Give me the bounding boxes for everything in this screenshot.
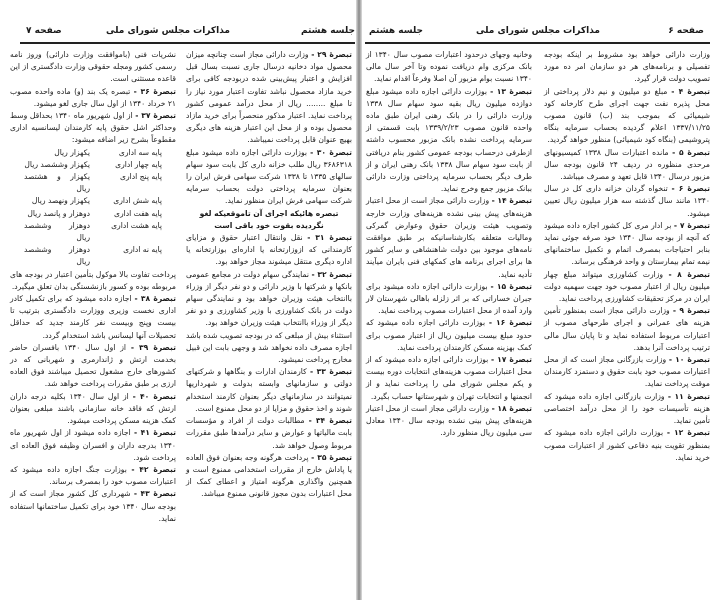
- clause-text: بوزارت دارائی اجازه داده میشود مبلغ ۳۶۸۶۳۱۸ ریال طلب خزانه داری کل بابت سود سهام سالهای ۱۳۳۵ تا ۱۳۳۸ شرکت سهامی فرش ایران را بعنوان سرمایه پرداختی دولت بحساب سرمایه شرکت سهامی فرش ایران منظور نماید.: [186, 147, 352, 206]
- clause-number: تبصرهٔ ۳۳ -: [309, 367, 352, 377]
- clause-text: نشریات فنی (باموافقت وزارت دارائی) وروز نامه رسمی کشور ومجله حقوقی وزارت دادگستری از این قاعده مستثنی است.: [10, 50, 176, 84]
- table-cell: یکهزار وششصد ریال: [24, 159, 90, 169]
- clause-number: تبصرهٔ ۴۲ -: [131, 464, 176, 474]
- column-right: [186, 49, 352, 501]
- column-right: [544, 49, 710, 464]
- clause-number: تبصرهٔ ۴۱ -: [133, 428, 176, 438]
- clause-paragraph: [186, 49, 352, 147]
- clause-text: وخانیه وجهای درحدود اعتبارات مصوب سال ۱۳۴۰ از بانک مرکزی وام دریافت نموده وتا آخر سال مالی ۱۳۴۰ نسبت بوام مزبور آن اصلا وفرعاً اقدام نماید.: [366, 50, 532, 84]
- clause-text: پرداخت تفاوت بالا موکول بتأمین اعتبار در بودجه های مربوطه بوده و کسور بازنشستگی بدان تعلق میگیرد.: [10, 269, 176, 291]
- table-cell: پایه نه اداری: [123, 245, 162, 255]
- table-cell: پایه سه اداری: [118, 147, 162, 157]
- clause-paragraph: [10, 293, 176, 342]
- clause-paragraph: [10, 110, 176, 147]
- clause-paragraph: [366, 354, 532, 403]
- clause-number: تبصرهٔ ۳۹ -: [130, 342, 176, 352]
- right-page: [360, 0, 720, 600]
- table-cell: پایه چهار اداری: [115, 159, 162, 169]
- clause-paragraph: [366, 403, 532, 440]
- clause-paragraph: [186, 452, 352, 501]
- clause-paragraph: [544, 49, 710, 86]
- clause-number: تبصرهٔ ۱۳ -: [490, 86, 532, 96]
- clause-text: کارمندان ادارات و بنگاهها و شرکتهای دولتی و سازمانهای وابسته بدولت و شهرداریها نمیتوانند در سازمانهای دیگر بعنوان کارمند استخدام شوند و اخذ حقوق و مزایا از دو محل ممنوع است.: [186, 367, 352, 413]
- clause-text: بوزارت دارائی اجازه داده میشود مبلغ دوازده میلیون ریال بقیه سود سهام سال ۱۳۳۸ وزارت دارائی را در بانک رهنی ایران طبق ماده واحده قانون مصوب ۱۳۳۹/۲/۲۳ بابت قسمتی از سرمایه پرداخت نشده بانک مزبور محسوب داشته ازطرفی درحساب بودجه عمومی کشور بنام دریافتی از بابت سود سهام سال ۱۳۳۸ بانک رهنی ایران و از طرف دیگر بحساب سرمایه پرداختی وزارت دارائی ببانک مزبور جمع وخرج نماید.: [366, 86, 532, 194]
- clause-paragraph: [544, 183, 710, 220]
- clause-number: تبصرهٔ ۱۱ -: [667, 391, 710, 401]
- clause-number: تبصرهٔ ۱۸ -: [491, 403, 532, 413]
- clause-text: بوزارت دارائی اجازه داده میشود که حدود مبلغ بیست میلیون ریال از اعتبار مصوب برای کمک بهزینه مسکن کارمندان پرداخت نماید.: [366, 318, 532, 352]
- clause-number: تبصرهٔ ۳۲ -: [311, 269, 352, 279]
- clause-paragraph: [366, 317, 532, 354]
- session-label: جلسه هشتم: [300, 26, 355, 36]
- clause-paragraph: [186, 330, 352, 367]
- clause-text: اجازه داده میشود که برای تکمیل کادر اداری نخست وزیری ووزارت دادگستری بترتیب تا بیست وپنج وبیست نفر کارمند جدید که حداقل تحصیلات آنها لیسانس باشد استخدام گردد.: [10, 294, 176, 340]
- clause-number: تبصرهٔ ۲۹ -: [311, 50, 352, 59]
- table-cell: دوهزار و پانصد ریال: [27, 208, 90, 218]
- clause-text: نقل وانتقال اعتبار حقوق و مزایای کارمندانی که ازوزارتخانه یا اداره‌ای بوزارتخانه یا اداره دیگری منتقل میشوند مجاز خواهد بود.: [186, 233, 352, 267]
- clause-number: تبصرهٔ ۱۰ -: [668, 355, 710, 365]
- header-rule: [20, 42, 355, 44]
- clause-number: تبصرهٔ ۸ -: [668, 269, 711, 279]
- clause-text: مطالبات دولت از افراد و مؤسسات بابت مالیاتها و عوارض و سایر درآمدها طبق مقررات مربوط وصول خواهد شد.: [186, 416, 352, 450]
- clause-text: وزارت کشاورزی میتواند مبلغ چهار میلیون ریال از اعتبار مصوب خود جهت سهمیه دولت ایران در مرکز تحقیقات کشاورزی پرداخت نماید.: [544, 269, 710, 304]
- page-number: صفحه ۶: [668, 26, 704, 36]
- table-cell: پایه پنج اداری: [120, 172, 162, 182]
- page-number: صفحه ۷: [26, 26, 62, 36]
- clause-paragraph: [186, 269, 352, 330]
- clause-number: تبصرهٔ ۳۰ -: [310, 147, 352, 157]
- clause-number: تبصرهٔ ۴ -: [671, 86, 710, 96]
- session-label: جلسه هشتم: [369, 26, 424, 36]
- clause-paragraph: [366, 195, 532, 280]
- clause-text: پرداخت هرگونه وجه بعنوان فوق العاده یا پاداش خارج از مقررات استخدامی ممنوع است و همچنین واگذاری هرگونه امتیاز و اعطای کمک از محل اعتبارات بدون مجوز قانونی ممنوع میباشد.: [186, 452, 352, 499]
- clause-paragraph: [366, 86, 532, 196]
- table-cell: دوهزار وششصد ریال: [24, 220, 90, 243]
- clause-paragraph: [10, 391, 176, 428]
- table-cell: پایه هشت اداری: [111, 220, 162, 230]
- clause-text: شهرداری کل کشور مجاز است که از بودجه سال ۱۳۴۰ خود برای تکمیل ساختمانها استفاده نماید.: [10, 489, 176, 523]
- clause-paragraph: [544, 391, 710, 428]
- table-cell: دوهزار وششصد ریال: [24, 245, 90, 267]
- clause-number: تبصرهٔ ۱۴ -: [491, 196, 532, 206]
- clause-text: مانده اعتبارات سال ۱۳۳۸ کمیسیونهای مرحدی منظوره در ردیف ۲۴ قانون بودجه سال مزبور درسال ۱۳۴۰ قابل تعهد و مصرف میباشد.: [544, 147, 710, 182]
- clause-number: تبصرهٔ ۶ -: [671, 184, 710, 194]
- page-header: [20, 26, 355, 40]
- clause-text: وزارت بازرگانی اجازه داده میشود که هزینه تأسیسات خود را از محل درآمد اختصاصی تأمین نماید.: [544, 391, 710, 426]
- clause-number: تبصرهٔ ۴۰ -: [132, 391, 176, 401]
- clause-paragraph: [10, 342, 176, 391]
- clause-text: وزارت بازرگانی مجاز است که از محل اعتبارات مصوب خود بابت حقوق و دستمزد کارمندان موقت پرداخت نماید.: [544, 355, 710, 389]
- clause-number: تبصرهٔ ۳۸ -: [134, 294, 177, 304]
- clause-number: تبصرهٔ ۳۱ -: [307, 233, 353, 243]
- table-cell: پایه شش اداری: [113, 196, 162, 206]
- clause-text: بوزارت جنگ اجازه داده میشود که اعتبارات مصوب خود را بمصرف برساند.: [10, 464, 176, 487]
- clause-number: تبصرهٔ ۱۷ -: [490, 355, 532, 365]
- salary-table: [10, 147, 176, 269]
- table-cell: یکهزار ونهصد ریال: [31, 196, 90, 206]
- clause-text: از اول سال ۱۳۴۰ بافسران حاضر بخدمت ارتش و ژاندارمری و شهربانی که در کشورهای خارج مشغول تحصیل میباشند فوق العاده ارزی بر طبق مقررات پرداخت خواهد شد.: [10, 342, 176, 389]
- clause-number: تبصرهٔ ۱۵ -: [490, 281, 532, 291]
- table-cell: یکهزار ریال: [54, 147, 90, 157]
- clause-paragraph: [544, 427, 710, 464]
- clause-paragraph: [544, 147, 710, 184]
- clause-text: بر ادار مری کل کشور اجازه داده میشود که آنچه از بودجه سال ۱۳۴۰ خود صرفه جوئی نماید بنابر احتیاجات بمصرف اتمام و تکمیل ساختمانهای نیمه تمام بیمارستان و واحد فرهنگی برساند.: [544, 220, 710, 267]
- column-left: [10, 49, 176, 525]
- clause-text: وزارت دارائی مجاز است بمنظور تأمین هزینه های عمرانی و اجرای طرحهای مصوب از اعتبارات مربوط استفاده نماید و تا پایان سال مالی ترتیب پرداخت آنرا بدهد.: [544, 306, 710, 352]
- clause-paragraph: [10, 488, 176, 525]
- page-header: [365, 26, 710, 40]
- clause-text: وزارت دارائی خواهد بود مشروط بر اینکه بودجه تفصیلی و برنامه‌های هر دو سازمان امر ده مورد تصویب دولت قرار گیرد.: [544, 50, 710, 84]
- clause-number: تبصرهٔ ۱۲ -: [666, 428, 710, 438]
- clause-paragraph: [186, 415, 352, 452]
- clause-paragraph: [544, 220, 710, 269]
- clause-text: تنخواه گردان خزانه داری کل در سال ۱۳۴۰ مانند سال گذشته سه هزار میلیون ریال تعیین میشود.: [544, 184, 710, 218]
- clause-paragraph: [10, 49, 176, 86]
- clause-paragraph: [10, 464, 176, 488]
- column-left: [366, 49, 532, 440]
- clause-text: بوزارت دارائی اجازه داده میشود که از محل اعتبارات مصوب هزینه‌های انتخابات دوره بیست و یکم مجلس شورای ملی را پرداخت نماید و از انجمنها و انتخابات تهران و شهرستانها حساب بگیرد.: [366, 355, 532, 401]
- clause-paragraph: [186, 366, 352, 415]
- clause-number: تبصرهٔ ۳۴ -: [308, 416, 352, 426]
- section-heading: تبصره هائیکه اجرای آن تاموقعیکه لغو نگردیده بقوت خود باقی است: [199, 208, 339, 230]
- clause-number: تبصرهٔ ۳۶ -: [133, 86, 176, 96]
- clause-paragraph: [544, 86, 710, 147]
- clause-text: تبصره یک بند (و) ماده واحده مصوب ۲۱ خرداد ۱۳۴۰ از اول سال جاری لغو میشود.: [10, 86, 176, 108]
- clause-text: وزارت دارائی مجاز است چنانچه میزان محصول مواد دخانیه درسال جاری نسبت بسال قبل افزایش و اعتبار پیش‌بینی شده دربودجه کافی برای خرید مازاد محصول نباشد تفاوت اعتبار مورد نیاز را تا مبلغ ........ ریال از محل درآمد عمومی کشور پرداخت نماید. اعتبار مذکور منحصراً برای خرید مازاد محصول بوده و از محل این اعتبار هزینه های دیگری بهیچ عنوان قابل پرداخت نمیباشد.: [186, 50, 352, 145]
- clause-number: تبصرهٔ ۷ -: [673, 220, 710, 230]
- running-title: مذاکرات مجلس شورای ملی: [105, 26, 230, 36]
- clause-number: تبصرهٔ ۱۶ -: [488, 318, 532, 328]
- clause-number: تبصرهٔ ۴۳ -: [133, 489, 176, 499]
- clause-paragraph: [544, 269, 710, 306]
- table-cell: یکهزار و هشتصد ریال: [24, 172, 90, 194]
- clause-text: بوزارت دارائی اجازه داده میشود برای جبران خساراتی که بر اثر زلزله باهالی شهرستان لار وارد آمده از محل اعتبارات مصوب پرداخت نماید.: [366, 281, 532, 316]
- clause-paragraph: [366, 49, 532, 86]
- table-cell: پایه هفت اداری: [114, 208, 162, 218]
- clause-number: تبصرهٔ ۳۷ -: [135, 111, 176, 121]
- clause-paragraph: [10, 427, 176, 464]
- clause-text: اجازه داده میشود از اول شهریور ماه ۱۳۴۰ بدرجه داران و افسران وظیفه فوق العاده ای پرداخت شود.: [10, 428, 176, 462]
- clause-paragraph: [10, 269, 176, 293]
- clause-text: وزارت دارائی مجاز است از محل اعتبار هزینه‌های پیش بینی نشده بودجه سال ۱۳۴۰ معادل سی میلیون ریال منظور دارد.: [366, 403, 533, 438]
- clause-text: وزارت دارائی مجاز است از محل اعتبار هزینه‌های پیش بینی نشده هزینه‌های وزارت خارجه وتصویب هیئت وزیران حقوق وعوارض گمرکی ومالیات متعلقه بکارشناسانیکه بر طبق موافقت نامه‌های موجود بین دولت شاهنشاهی و سایر کشور ها برای اجرای برنامه های کمکهای فنی بایران میآیند تأدیه نماید.: [366, 196, 532, 279]
- clause-number: تبصرهٔ ۵ -: [672, 147, 710, 157]
- clause-number: تبصرهٔ ۹ -: [672, 306, 710, 316]
- clause-paragraph: [186, 232, 352, 269]
- clause-text: مبلغ دو میلیون و نیم دلار پرداختی از محل پذیره نفت جهت اجرای طرح کارخانه کود شیمیائی که بموجب بند (ب) قانون مصوب ۱۳۳۷/۱۱/۲۵ اعلام گردیده بحساب سرمایه بنگاه پتروشیمی (بنگاه کود شیمیائی) منظور خواهد گردید.: [544, 86, 710, 145]
- clause-paragraph: [544, 305, 710, 354]
- clause-text: از اول شهریور ماه ۱۳۴۰ بحداقل وسط وحداکثر اشل حقوق پایه کارمندان لیسانسیه اداری مقطوعاً بشرح زیر اضافه میشود:: [10, 111, 176, 145]
- clause-number: تبصرهٔ ۳۵ -: [311, 452, 352, 462]
- clause-paragraph: [366, 281, 532, 318]
- clause-text: نمایندگی سهام دولت در مجامع عمومی بانکها و شرکتها با وزیر دارائی و دو نفر دیگر از وزراء باانتخاب هیئت وزیران خواهد بود و نمایندگی سهام دولت در بانک کشاورزی با وزیر کشاورزی و دو نفر دیگر از وزراء باانتخاب هیئت وزیران خواهد بود.: [186, 269, 352, 328]
- clause-paragraph: [544, 354, 710, 391]
- clause-text: از اول سال ۱۳۴۰ بکلیه درجه داران ارتش که فاقد خانه سازمانی باشند مبلغی بعنوان کمک هزینه مسکن پرداخت میشود.: [10, 391, 176, 426]
- header-rule: [365, 42, 710, 44]
- clause-text: استثناء بیش از مبلغی که در بودجه تصویب شده باشد اجازه مصرف داده نخواهد شد و وجهی بابت این قبیل مخارج پرداخت نمیشود.: [186, 330, 352, 365]
- clause-paragraph: [10, 86, 176, 110]
- clause-paragraph: [186, 147, 352, 208]
- running-title: مذاکرات مجلس شورای ملی: [475, 26, 600, 36]
- clause-text: بوزارت دارائی اجازه داده میشود که بمنظور تقویت بنیه دفاعی کشور از اعتبارات مصوب خرید نماید.: [544, 428, 710, 462]
